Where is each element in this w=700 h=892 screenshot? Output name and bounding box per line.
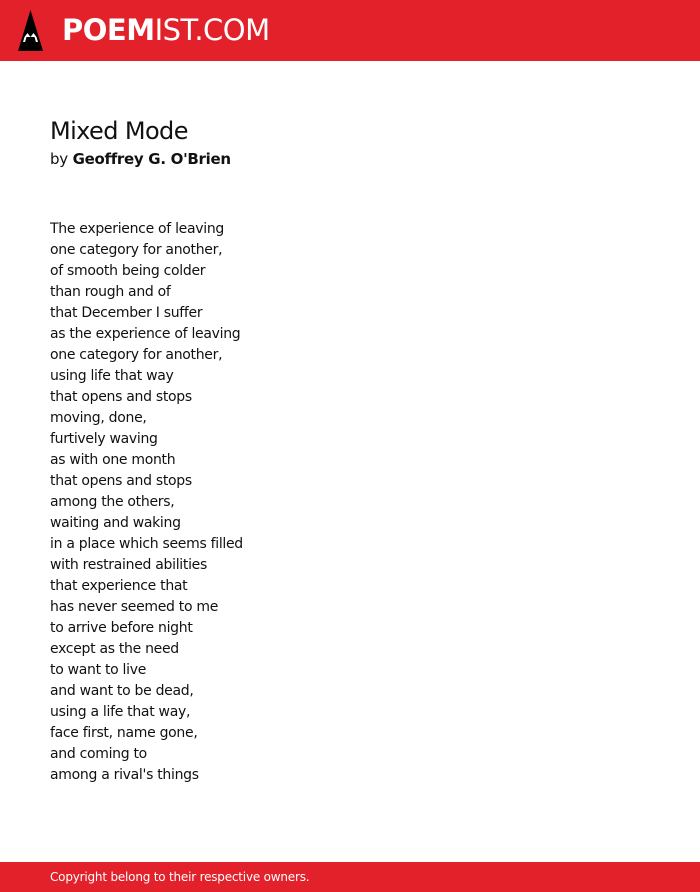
site-footer <box>0 862 700 892</box>
brand-bold-part: POEM <box>62 13 155 47</box>
site-logo-text[interactable] <box>62 13 270 47</box>
poem-line: one category for another, <box>50 242 223 258</box>
poem-line: that opens and stops <box>50 389 192 405</box>
poem-byline <box>50 149 231 169</box>
poem-line: among the others, <box>50 494 175 510</box>
poem-line: that December I suffer <box>50 305 203 321</box>
poem-body <box>50 219 243 786</box>
poem-line: face first, name gone, <box>50 725 198 741</box>
poem-line: among a rival's things <box>50 767 199 783</box>
poem-line: except as the need <box>50 641 179 657</box>
poem-line: to want to live <box>50 662 147 678</box>
pencil-tip-icon[interactable] <box>18 10 43 51</box>
poem-line: than rough and of <box>50 284 171 300</box>
poem-line: using life that way <box>50 368 174 384</box>
poem-line: one category for another, <box>50 347 223 363</box>
poem-line: and want to be dead, <box>50 683 194 699</box>
poem-line: moving, done, <box>50 410 147 426</box>
poem-line: The experience of leaving <box>50 221 224 237</box>
poem-line: with restrained abilities <box>50 557 207 573</box>
poem-line: has never seemed to me <box>50 599 219 615</box>
site-header <box>0 0 700 61</box>
poem-line: as the experience of leaving <box>50 326 241 342</box>
poem-line: that experience that <box>50 578 188 594</box>
poem-line: in a place which seems filled <box>50 536 243 552</box>
poem-line: and coming to <box>50 746 147 762</box>
brand-light-part: IST.COM <box>154 13 270 47</box>
poem-line: using a life that way, <box>50 704 191 720</box>
poem-line: waiting and waking <box>50 515 181 531</box>
copyright-notice: Copyright belong to their respective owners. <box>50 870 310 884</box>
author-name: Geoffrey G. O'Brien <box>72 150 231 168</box>
by-label: by <box>50 150 68 168</box>
poem-line: as with one month <box>50 452 176 468</box>
poem-line: that opens and stops <box>50 473 192 489</box>
poem-line: furtively waving <box>50 431 158 447</box>
poem-line: of smooth being colder <box>50 263 206 279</box>
poem-title: Mixed Mode <box>50 117 188 145</box>
poem-line: to arrive before night <box>50 620 193 636</box>
